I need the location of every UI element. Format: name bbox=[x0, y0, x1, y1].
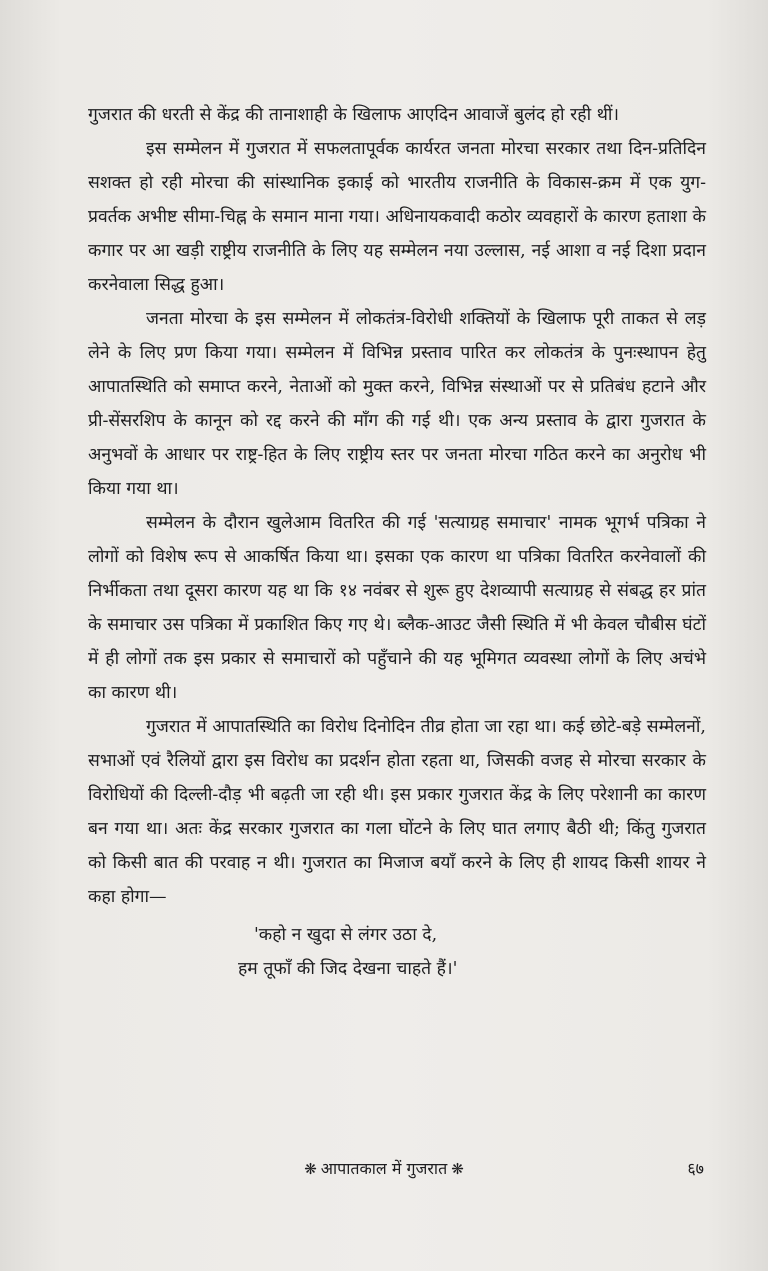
star-ornament-icon: ❋ bbox=[304, 1160, 317, 1178]
paragraph-continued: गुजरात की धरती से केंद्र की तानाशाही के खिलाफ आएदिन आवाजें बुलंद हो रही थीं। bbox=[88, 105, 620, 125]
running-footer bbox=[0, 1157, 768, 1179]
page-body bbox=[88, 98, 706, 986]
page-footer bbox=[0, 1157, 768, 1187]
verse-quote bbox=[238, 918, 706, 986]
paragraph-virodh: गुजरात में आपातस्थिति का विरोध दिनोदिन तीव्र होता जा रहा था। कई छोटे-बड़े सम्मेलनों, सभाओं एवं रैलियों द्वारा इस विरोध का प्रदर्शन होता रहता था, जिसकी वजह से मोरचा सरकार के विरोधियों की दिल्ली-दौड़ भी बढ़ती जा रही थी। इस प्रकार गुजरात केंद्र के लिए परेशानी का कारण बन गया था। अतः केंद्र सरकार गुजरात का गला घोंटने के लिए घात लगाए बैठी थी; किंतु गुजरात को किसी बात की परवाह न थी। गुजरात का मिजाज बयाँ करने के लिए ही शायद किसी शायर ने कहा होगा— bbox=[88, 717, 706, 907]
verse-line-1: 'कहो न खुदा से लंगर उठा दे, bbox=[254, 925, 438, 945]
paragraph-satyagraha-samachar: सम्मेलन के दौरान खुलेआम वितरित की गई 'सत्याग्रह समाचार' नामक भूगर्भ पत्रिका ने लोगों को विशेष रूप से आकर्षित किया था। इसका एक कारण था पत्रिका वितरित करनेवालों की निर्भीकता तथा दूसरा कारण यह था कि १४ नवंबर से शुरू हुए देशव्यापी सत्याग्रह से संबद्ध हर प्रांत के समाचार उस पत्रिका में प्रकाशित किए गए थे। ब्लैक-आउट जैसी स्थिति में भी केवल चौबीस घंटों में ही लोगों तक इस प्रकार से समाचारों को पहुँचाने की यह भूमिगत व्यवस्था लोगों के लिए अचंभे का कारण थी। bbox=[88, 513, 706, 703]
page-number: ६७ bbox=[687, 1159, 704, 1178]
paragraph-sammelan: इस सम्मेलन में गुजरात में सफलतापूर्वक कार्यरत जनता मोरचा सरकार तथा दिन-प्रतिदिन सशक्त हो रही मोरचा की सांस्थानिक इकाई को भारतीय राजनीति के विकास-क्रम में एक युग-प्रवर्तक अभीष्ट सीमा-चिह्न के समान माना गया। अधिनायकवादी कठोर व्यवहारों के कारण हताशा के कगार पर आ खड़ी राष्ट्रीय राजनीति के लिए यह सम्मेलन नया उल्लास, नई आशा व नई दिशा प्रदान करनेवाला सिद्ध हुआ। bbox=[88, 139, 706, 295]
paragraph-janata-morcha: जनता मोरचा के इस सम्मेलन में लोकतंत्र-विरोधी शक्तियों के खिलाफ पूरी ताकत से लड़ लेने के लिए प्रण किया गया। सम्मेलन में विभिन्न प्रस्ताव पारित कर लोकतंत्र के पुनःस्थापन हेतु आपातस्थिति को समाप्त करने, नेताओं को मुक्त करने, विभिन्न संस्थाओं पर से प्रतिबंध हटाने और प्री-सेंसरशिप के कानून को रद्द करने की माँग की गई थी। एक अन्य प्रस्ताव के द्वारा गुजरात के अनुभवों के आधार पर राष्ट्र-हित के लिए राष्ट्रीय स्तर पर जनता मोरचा गठित करने का अनुरोध भी किया गया था। bbox=[88, 309, 706, 499]
verse-line-2: हम तूफाँ की जिद देखना चाहते हैं।' bbox=[238, 959, 458, 979]
star-ornament-icon: ❋ bbox=[451, 1160, 464, 1178]
book-title: आपातकाल में गुजरात bbox=[320, 1159, 448, 1178]
